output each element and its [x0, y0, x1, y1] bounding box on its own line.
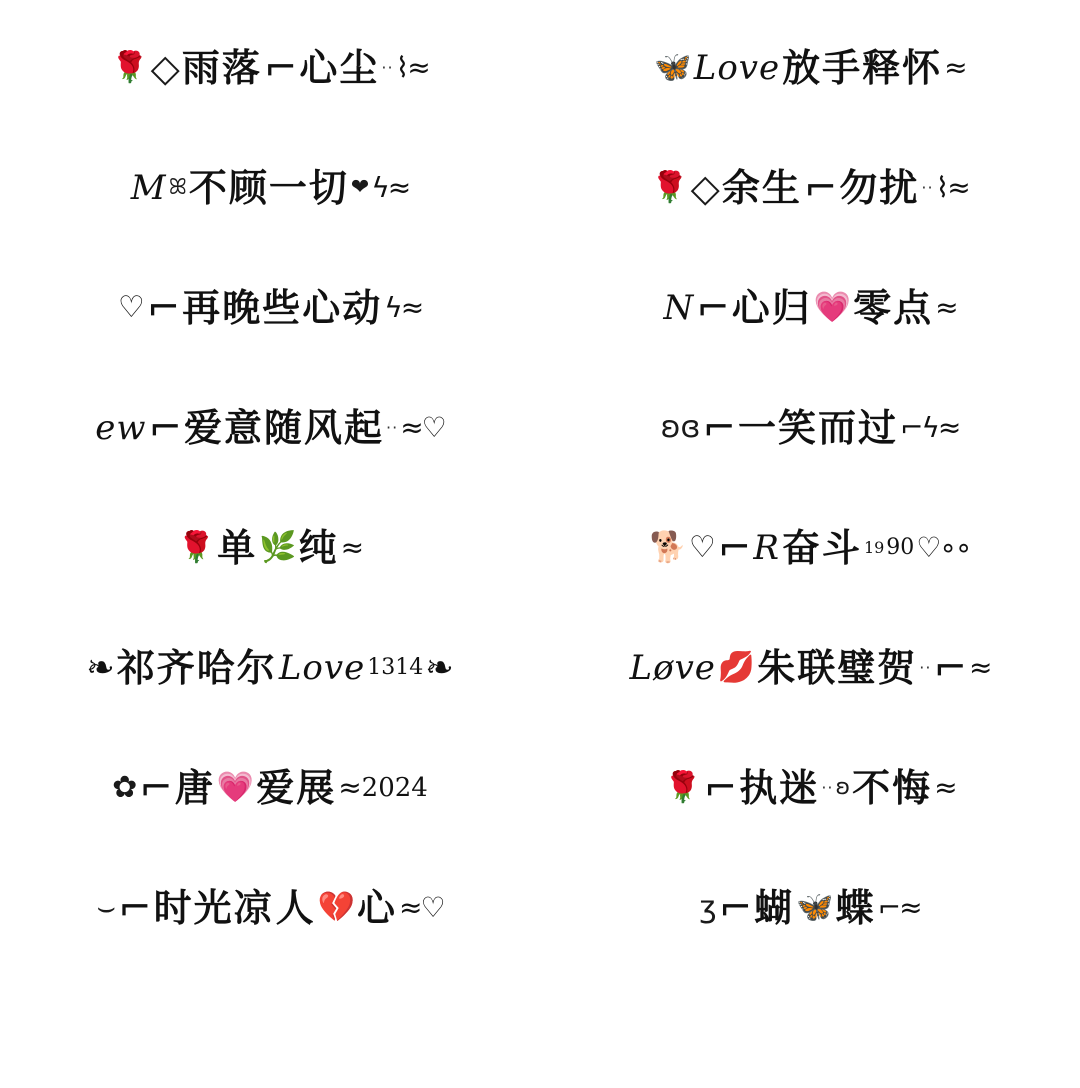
broken-heart-icon: 💔	[317, 890, 356, 925]
dot-ornament-icon: ··	[381, 58, 394, 77]
nickname-text: 心归	[731, 286, 812, 330]
script-text: Løve	[629, 648, 716, 688]
bottom-spacer-left	[0, 968, 540, 1088]
hook-ornament-icon: ⌐	[696, 285, 730, 331]
nickname-text: 不顾一切	[188, 166, 349, 210]
flower-ornament-icon: ꕤ	[168, 175, 187, 200]
list-item[interactable]	[540, 8, 1080, 128]
tail-ornament-icon: ≈	[968, 651, 991, 684]
nickname-9	[177, 526, 363, 570]
nickname-text: 唐	[174, 766, 215, 810]
tail-ornament-icon: ⌇≈	[395, 51, 429, 84]
nickname-4	[651, 165, 969, 211]
rose-diamond-icon: 🌹	[651, 170, 689, 205]
pink-heart-icon: 💗	[216, 770, 255, 805]
list-item[interactable]	[540, 248, 1080, 368]
script-text: ew	[95, 408, 147, 448]
dot-ornament-icon: ··	[921, 178, 934, 197]
list-item[interactable]	[0, 848, 540, 968]
number-superscript: 1314	[367, 655, 424, 680]
list-item[interactable]	[0, 368, 540, 488]
tail-ornament-icon: ≈	[340, 531, 363, 564]
pink-heart-icon: 💗	[813, 290, 852, 325]
nickname-text: 单	[217, 526, 258, 570]
year-number: 2024	[361, 773, 428, 803]
nickname-7	[95, 405, 445, 451]
nickname-12	[629, 645, 991, 691]
nickname-text-2: 勿扰	[839, 166, 920, 210]
dog-icon: 🐕	[649, 530, 687, 565]
list-item[interactable]	[0, 128, 540, 248]
list-item[interactable]	[0, 8, 540, 128]
heart-ornament-icon: ♡	[117, 290, 145, 325]
nickname-text: 一笑而过	[737, 406, 898, 450]
flower-ornament-icon: ✿	[112, 770, 138, 805]
hook-ornament-icon: ⌐	[933, 645, 967, 691]
herb-icon: 🌿	[259, 530, 297, 565]
list-item[interactable]	[540, 488, 1080, 608]
list-item[interactable]	[540, 848, 1080, 968]
rose-icon: 🌹	[664, 770, 702, 805]
nickname-text: 奋斗	[781, 526, 862, 570]
nickname-3	[130, 166, 410, 210]
nickname-5	[117, 285, 423, 331]
rose-diamond-icon: 🌹	[111, 50, 149, 85]
list-item[interactable]	[540, 128, 1080, 248]
nickname-text-2: 爱展	[256, 766, 337, 810]
butterfly-icon: 🦋	[796, 890, 834, 925]
flourish-ornament-right-icon: ❧	[425, 648, 454, 688]
hook-ornament-icon: ⌐	[703, 765, 738, 811]
diamond-ornament-icon: ◇	[150, 46, 180, 90]
nickname-text: 祁齐哈尔	[116, 646, 277, 690]
list-item[interactable]	[540, 728, 1080, 848]
heart-wing-ornament-icon: ʚɞ	[660, 410, 701, 445]
nickname-text: 雨落	[181, 46, 262, 90]
number-subscript: 19	[863, 538, 885, 557]
tail-ornament-icon: ϟ≈	[384, 291, 423, 324]
hook-ornament-icon: ⌐	[263, 45, 298, 91]
tail-ornament-icon: ϟ≈	[371, 171, 410, 204]
nickname-text: 放手释怀	[782, 46, 943, 90]
flourish-ornament-left-icon: ❧	[86, 648, 115, 688]
dot-ornament-icon: ··	[386, 418, 399, 437]
nickname-text-2: 不悔	[852, 766, 933, 810]
nickname-6	[663, 285, 957, 331]
tail-ornament-icon: ⌇≈	[935, 171, 969, 204]
nickname-text-2: 纯	[298, 526, 339, 570]
nickname-text: 爱意随风起	[184, 406, 385, 450]
tail-ornament-icon: ⌐≈	[877, 891, 921, 924]
nickname-text: 再晚些心动	[182, 286, 383, 330]
hook-ornament-icon: ⌐	[146, 285, 181, 331]
tail-ornament-icon: ≈	[338, 771, 360, 804]
script-text: Love	[278, 648, 366, 688]
tail-ornament-icon: ≈♡	[400, 411, 445, 444]
number-superscript: 90	[886, 535, 915, 560]
list-item[interactable]	[0, 728, 540, 848]
script-text: Love	[693, 48, 781, 88]
list-item[interactable]	[0, 488, 540, 608]
leaf-ornament-icon: ʚ	[835, 775, 851, 800]
tail-ornament-icon: ≈	[944, 51, 966, 84]
nickname-14	[664, 765, 956, 811]
tail-ornament-icon: ≈♡	[399, 891, 444, 924]
nickname-2	[654, 46, 966, 90]
hook-ornament-icon: ⌐	[718, 885, 753, 931]
hook-ornament-icon: ⌐	[148, 405, 182, 451]
nickname-text: 蝴	[754, 886, 795, 930]
nickname-text-2: 蝶	[835, 886, 876, 930]
swirl-ornament-icon: ʒ	[699, 890, 717, 925]
nickname-8	[660, 405, 960, 451]
script-text: N	[663, 288, 695, 328]
nickname-text-3: 心	[357, 886, 398, 930]
script-text: M	[130, 168, 167, 208]
dot-ornament-icon: ··	[821, 778, 834, 797]
list-item[interactable]	[0, 248, 540, 368]
rose-icon: 🌹	[177, 530, 216, 565]
nickname-text: 朱联璧贺	[757, 646, 918, 690]
nickname-13	[112, 765, 428, 811]
tail-ornament-icon: ≈	[935, 291, 957, 324]
hook-ornament-icon: ⌐	[717, 525, 752, 571]
nickname-10	[649, 525, 971, 571]
tail-ornament-icon: ♡∘∘	[916, 531, 971, 564]
nickname-text-2: 心尘	[299, 46, 380, 90]
tail-ornament-icon: ≈	[934, 771, 956, 804]
script-text: R	[753, 528, 780, 568]
nickname-16	[699, 885, 921, 931]
heart-icon: ❤	[350, 175, 370, 200]
list-item[interactable]	[0, 608, 540, 728]
nickname-15	[96, 885, 444, 931]
diamond-ornament-icon: ◇	[690, 166, 720, 210]
curve-ornament-icon: ⌣	[96, 890, 117, 925]
dot-ornament-icon: ··	[919, 658, 932, 677]
nickname-text-2: 人	[275, 886, 316, 930]
hook-ornament-icon: ⌐	[139, 765, 173, 811]
list-item[interactable]	[540, 368, 1080, 488]
heart-ornament-icon: ♡	[688, 530, 716, 565]
nickname-11	[86, 646, 454, 690]
nickname-text: 时光凉	[153, 886, 274, 930]
list-item[interactable]	[540, 608, 1080, 728]
nickname-1	[111, 45, 429, 91]
nickname-text: 执迷	[739, 766, 820, 810]
bottom-spacer-right	[540, 968, 1080, 1088]
hook-ornament-icon: ⌐	[803, 165, 838, 211]
butterfly-icon: 🦋	[654, 50, 692, 85]
hook-ornament-icon: ⌐	[118, 885, 152, 931]
tail-ornament-icon: ⌐ϟ≈	[899, 411, 960, 444]
nickname-text: 余生	[721, 166, 802, 210]
nickname-text-2: 零点	[853, 286, 934, 330]
kiss-icon: 💋	[717, 650, 756, 685]
hook-ornament-icon: ⌐	[702, 405, 736, 451]
